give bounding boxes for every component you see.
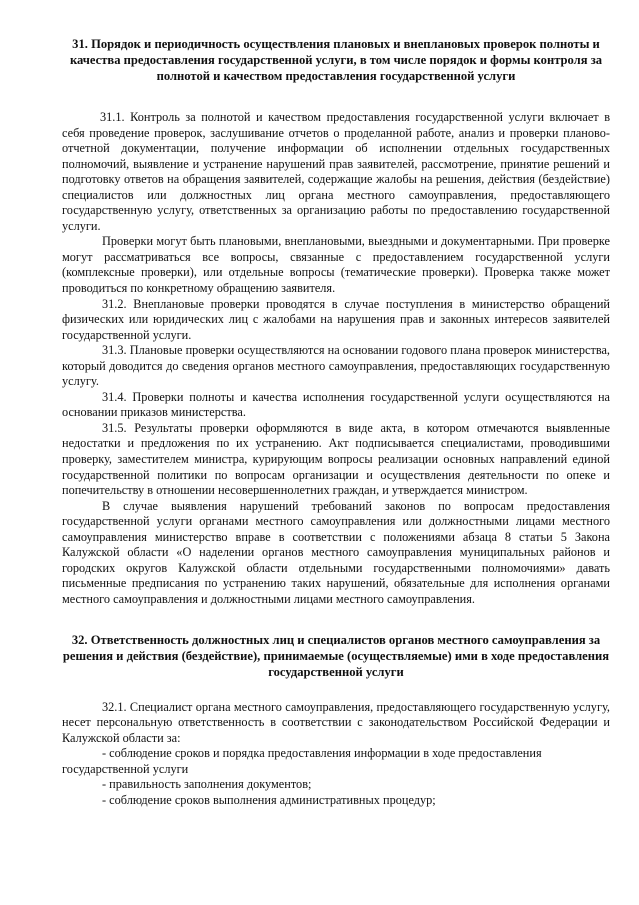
paragraph-32-1: 32.1. Специалист органа местного самоуправления, предоставляющего государственную услугу, несет персональную ответственность в соответствии с законодательством Российской Федерации и Калужской области за: [62, 699, 610, 745]
list-item: - соблюдение сроков выполнения административных процедур; [102, 792, 436, 807]
paragraph-31-4: 31.4. Проверки полноты и качества исполнения государственной услуги осуществляются на основании приказов министерства. [62, 389, 610, 420]
paragraph-31-2: 31.2. Внеплановые проверки проводятся в случае поступления в министерство обращений физических или юридических лиц с жалобами на нарушения прав и законных интересов заявителей государственной услуги. [62, 296, 610, 342]
section-32-heading: 32. Ответственность должностных лиц и специалистов органов местного самоуправления за решения и действия (бездействие), принимаемые (осуществляемые) ими в ходе предоставления государственной услуги [62, 632, 610, 679]
section-31-heading: 31. Порядок и периодичность осуществления плановых и внеплановых проверок полноты и качества предоставления государственной услуги, в том числе порядок и формы контроля за полнотой и качеством предоставления государственной услуги [69, 37, 603, 83]
paragraph-31-1: 31.1. Контроль за полнотой и качеством предоставления государственной услуги включает в себя проведение проверок, заслушивание отчетов о проделанной работе, анализ и проверки планово-отчетной документации, получение информации об исполнении отдельных государственных полномочий, выявление и устранение нарушений прав заявителей, рассмотрение, принятие решений и подготовку ответов на обращения заявителей, содержащие жалобы на решения, действия (бездействие) специалистов или должностных лиц органа местного самоуправления, предоставляющего государственную услугу, ответственных за организацию работы по предоставлению государственной услуги. [62, 110, 610, 233]
spacer [62, 680, 610, 700]
paragraph-31-5: 31.5. Результаты проверки оформляются в виде акта, в котором отмечаются выявленные недостатки и предложения по их устранению. Акт подписывается специалистами, проводившими проверку, заместителем министра, курирующим вопросы реализации основных направлений единой государственной политики по вопросам организации и осуществления деятельности по опеке и попечительству в отношении несовершеннолетних граждан, и утверждается министром. [62, 420, 610, 498]
list-item: - правильность заполнения документов; [102, 777, 312, 792]
spacer [62, 608, 610, 632]
list-item: - соблюдение сроков и порядка предоставления информации в ходе предоставления государственной услуги [62, 746, 542, 776]
document-page [62, 36, 610, 808]
paragraph-31-3: 31.3. Плановые проверки осуществляются на основании годового плана проверок министерства, который доводится до сведения органов местного самоуправления, предоставляющих государственную услугу. [62, 343, 610, 389]
paragraph-checks-types: Проверки могут быть плановыми, внеплановыми, выездными и документарными. При проверке могут рассматриваться все вопросы, связанные с предоставлением государственной услуги (комплексные проверки), или отдельные вопросы (тематические проверки). Проверка также может проводиться по конкретному обращению заявителя. [62, 234, 610, 296]
spacer [62, 84, 610, 110]
paragraph-violations: В случае выявления нарушений требований законов по вопросам предоставления государственной услуги органами местного самоуправления или должностными лицами местного самоуправления министерство вправе в соответствии с положениями абзаца 8 статьи 5 Закона Калужской области «О наделении органов местного самоуправления муниципальных районов и городских округов Калужской области отдельными государственными полномочиями» давать письменные предписания по устранению таких нарушений, обязательные для исполнения органами местного самоуправления и должностными лицами местного самоуправления. [62, 498, 610, 606]
